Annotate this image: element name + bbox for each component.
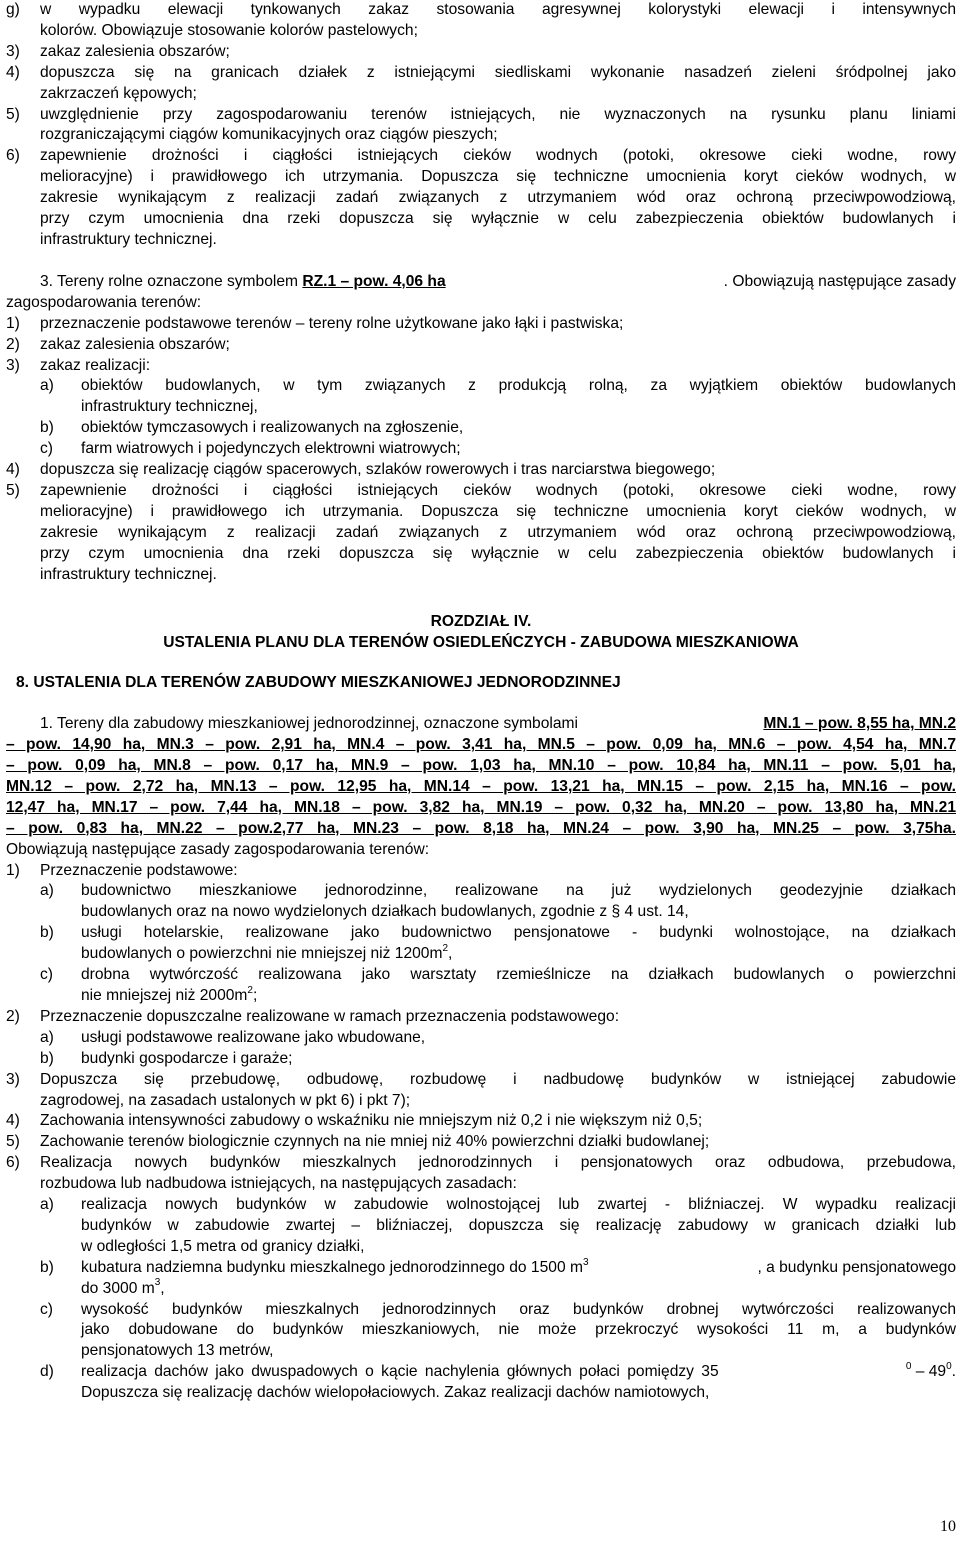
list-item [6, 861, 956, 882]
sub-list-item [6, 881, 956, 923]
item-text-line: zakaz zalesienia obszarów; [40, 42, 230, 60]
sub-item-label: b) [40, 1049, 54, 1067]
item-text-line: dopuszcza się realizację ciągów spacerowych, szlaków rowerowych i tras narciarstwa biegowego; [40, 461, 716, 479]
list-item [6, 1132, 956, 1153]
sub-item-label: a) [40, 1196, 54, 1214]
section-3-symbol: RZ.1 – pow. 4,06 ha [302, 272, 446, 290]
sub-list-item [6, 1049, 956, 1070]
item-text-line [81, 986, 956, 1007]
list-item [6, 1007, 956, 1028]
list-item [6, 1111, 956, 1132]
item-text-line: Przeznaczenie dopuszczalne realizowane w ramach przeznaczenia podstawowego: [40, 1007, 620, 1025]
section-3-intro-suffix: . Obowiązują następujące zasady [723, 272, 956, 290]
item-label: g) [6, 1, 20, 18]
item-text-line: usługi podstawowe realizowane jako wbudowane, [81, 1028, 426, 1046]
item-number: 1) [6, 861, 20, 879]
list-item-g [6, 0, 956, 21]
item-text-line: w wypadku elewacji tynkowanych zakaz stosowania agresywnej kolorystyki elewacji i intensywnych [40, 1, 956, 18]
item-text-line: zakrzaczeń kępowych; [40, 84, 197, 102]
list-item [6, 42, 956, 63]
item-text-line: obiektów tymczasowych i realizowanych na zgłoszenie, [81, 419, 464, 437]
chapter-subtitle: USTALENIA PLANU DLA TERENÓW OSIEDLEŃCZYCH - ZABUDOWA MIESZKANIOWA [163, 634, 799, 652]
text-fragment: budowlanych o powierzchni nie mniejszej niż 1200m [81, 945, 443, 963]
item-text-line: Przeznaczenie podstawowe: [40, 861, 238, 879]
sub-list-item [6, 1195, 956, 1258]
item-text-line: wysokość budynków mieszkalnych jednorodzinnych oraz budynków drobnej wytwórczości realizowanych [81, 1300, 956, 1318]
symbols-line: – pow. 0,83 ha, MN.22 – pow.2,77 ha, MN.23 – pow. 8,18 ha, MN.24 – pow. 3,90 ha, MN.25 – pow. 3,75ha. [6, 819, 956, 837]
item-text-line: w odległości 1,5 metra od granicy działki, [81, 1237, 365, 1255]
item-text-line: jako dobudowane do budynków mieszkaniowych, nie może przekroczyć wysokości 11 m, a budynków [81, 1321, 956, 1339]
item-text-line: zakaz zalesienia obszarów; [40, 335, 230, 353]
superscript: 0 [946, 1361, 952, 1373]
item-text-line: Realizacja nowych budynków mieszkalnych jednorodzinnych i pensjonatowych oraz odbudowa, przebudowa, [40, 1154, 956, 1172]
item-text-line: obiektów budowlanych, w tym związanych z produkcją rolną, za wyjątkiem obiektów budowlanych [81, 377, 956, 395]
sub-list-item [6, 1258, 956, 1300]
item-text-line: infrastruktury technicznej, [81, 398, 258, 416]
section-3-intro-line2: zagospodarowania terenów: [6, 293, 202, 311]
item-text-line [81, 1362, 956, 1383]
item-text-line: kolorów. Obowiązuje stosowanie kolorów pastelowych; [40, 21, 418, 39]
list-item [6, 105, 956, 147]
text-fragment: kubatura nadziemna budynku mieszkalnego jednorodzinnego do 1500 m [81, 1258, 583, 1276]
superscript: 3 [582, 1256, 589, 1268]
sub-item-label: d) [40, 1363, 54, 1381]
item-text-line: zakaz realizacji: [40, 356, 151, 374]
item-text-line: rozgraniczającymi ciągów komunikacyjnych oraz ciągów pieszych; [40, 126, 498, 144]
item-text-line: rozbudowa lub nadbudowa istniejących, na następujących zasadach: [40, 1175, 517, 1193]
item-text-line: przeznaczenie podstawowe terenów – tereny rolne użytkowane jako łąki i pastwiska; [40, 314, 624, 332]
sub-item-label: c) [40, 966, 53, 984]
item-text-line [81, 1258, 956, 1279]
item-number: 4) [6, 461, 20, 479]
item-number: 6) [6, 147, 20, 165]
item-text-line: Zachowanie terenów biologicznie czynnych na nie mniej niż 40% powierzchni działki budowlanej; [40, 1133, 710, 1151]
item-text-line: zapewnienie drożności i ciągłości istniejących cieków wodnych (potoki, okresowe cieki wodne, rowy [40, 147, 956, 165]
rules-intro: Obowiązują następujące zasady zagospodarowania terenów: [6, 840, 430, 858]
item-text-line: budownictwo mieszkaniowe jednorodzinne, realizowane na już wydzielonych geodezyjnie działkach [81, 882, 956, 900]
section-3-intro [6, 272, 956, 293]
item-text-line: Zachowania intensywności zabudowy o wskaźniku nie mniejszym niż 0,2 i nie większym niż 0,5; [40, 1112, 703, 1130]
item-text-line: dopuszcza się na granicach działek z istniejącymi siedliskami wykonanie nasadzeń zieleni śródpolnej jako [40, 63, 956, 81]
item-text-line: melioracyjne) i prawidłowego ich utrzymania. Dopuszcza się techniczne umocnienia koryt cieków wodnych, w [40, 502, 956, 520]
text-fragment: do 3000 m [81, 1279, 155, 1297]
item-text-line: realizacja nowych budynków w zabudowie wolnostojącej lub zwartej - bliźniaczej. W wypadku realizacji [81, 1196, 956, 1214]
list-item [6, 1153, 956, 1195]
section-8-intro [6, 714, 956, 735]
item-text-line: zapewnienie drożności i ciągłości istniejących cieków wodnych (potoki, okresowe cieki wodne, rowy [40, 481, 956, 499]
item-number: 5) [6, 1133, 20, 1151]
sub-item-label: a) [40, 377, 54, 395]
list-item [6, 314, 956, 335]
item-text-line: zakresie wynikającym z realizacji zadań związanych z utrzymaniem wód oraz ochroną przeciwpowodziową, [40, 189, 956, 207]
sub-list-item [6, 965, 956, 1007]
chapter-title: ROZDZIAŁ IV. [430, 613, 532, 631]
section-3-intro-text: 3. Tereny rolne oznaczone symbolem [40, 272, 299, 290]
sub-list-item [6, 418, 956, 439]
item-text-line: farm wiatrowych i pojedynczych elektrowni wiatrowych; [81, 440, 461, 458]
item-text-line [81, 944, 956, 965]
sub-item-label: c) [40, 440, 53, 458]
item-text-line: Dopuszcza się przebudowę, odbudowę, rozbudowę i nadbudowę budynków w istniejącej zabudowie [40, 1070, 956, 1088]
symbols-line: – pow. 0,09 ha, MN.8 – pow. 0,17 ha, MN.9 – pow. 1,03 ha, MN.10 – pow. 10,84 ha, MN.11 – pow. 5,01 ha, [6, 757, 956, 774]
item-text-line: Dopuszcza się realizację dachów wielopołaciowych. Zakaz realizacji dachów namiotowych, [81, 1384, 710, 1402]
text-fragment: , [448, 945, 453, 963]
text-fragment: . [951, 1363, 956, 1381]
item-number: 1) [6, 314, 20, 332]
list-item [6, 1070, 956, 1112]
item-text-line: pensjonatowych 13 metrów, [81, 1342, 274, 1360]
sub-list-item [6, 923, 956, 965]
list-item [6, 356, 956, 377]
sub-item-label: b) [40, 1258, 54, 1276]
item-number: 5) [6, 105, 20, 123]
sub-list-item [6, 1028, 956, 1049]
sub-item-label: a) [40, 882, 54, 900]
sub-list-item [6, 1300, 956, 1363]
item-number: 3) [6, 356, 20, 374]
superscript: 2 [442, 942, 449, 954]
item-number: 5) [6, 481, 20, 499]
text-fragment: , [160, 1279, 165, 1297]
list-item [6, 335, 956, 356]
sub-item-label: c) [40, 1300, 53, 1318]
superscript: 3 [154, 1277, 161, 1289]
item-text-line: przy czym umocnienia dna rzeki dopuszcza się wyłącznie w celu zabezpieczenia obiektów budowlanych i [40, 210, 956, 228]
symbols-line: MN.1 – pow. 8,55 ha, MN.2 [763, 715, 956, 733]
list-item [6, 146, 956, 251]
item-text-line: budynków w zabudowie zwartej – bliźniaczej, dopuszcza się realizację zabudowy w granicach działki lub [81, 1216, 956, 1234]
text-fragment: ; [252, 986, 258, 1004]
item-number: 3) [6, 42, 20, 60]
item-text-line: infrastruktury technicznej. [40, 565, 217, 583]
sub-item-label: b) [40, 924, 54, 942]
item-text-line: budowlanych oraz na nowo wydzielonych działkach budowlanych, zgodnie z § 4 ust. 14, [81, 903, 689, 921]
item-text-line: drobna wytwórczość realizowana jako warsztaty rzemieślnicze na działkach budowlanych o powierzchni [81, 966, 956, 984]
item-text-line: budynki gospodarcze i garaże; [81, 1049, 293, 1067]
symbols-line: 12,47 ha, MN.17 – pow. 7,44 ha, MN.18 – pow. 3,82 ha, MN.19 – pow. 0,32 ha, MN.20 – pow. 13,80 ha, MN.21 [6, 798, 956, 816]
item-text-line: zakresie wynikającym z realizacji zadań związanych z utrzymaniem wód oraz ochroną przeciwpowodziową, [40, 523, 956, 541]
list-item [6, 63, 956, 105]
symbols-line: – pow. 14,90 ha, MN.3 – pow. 2,91 ha, MN.4 – pow. 3,41 ha, MN.5 – pow. 0,09 ha, MN.6 – pow. 4,54 ha, MN.7 [6, 736, 956, 754]
list-item [6, 460, 956, 481]
sub-list-item [6, 439, 956, 460]
item-number: 4) [6, 63, 20, 81]
sub-item-label: b) [40, 419, 54, 437]
section-8-intro-text: 1. Tereny dla zabudowy mieszkaniowej jednorodzinnej, oznaczone symbolami [40, 715, 578, 733]
section-8-heading: 8. USTALENIA DLA TERENÓW ZABUDOWY MIESZKANIOWEJ JEDNORODZINNEJ [16, 674, 621, 692]
item-text-line: zagrodowej, na zasadach ustalonych w pkt 6) i pkt 7); [40, 1091, 411, 1109]
item-number: 2) [6, 335, 20, 353]
text-fragment: nie mniejszej niż 2000m [81, 986, 248, 1004]
text-fragment: , a budynku pensjonatowego [757, 1258, 956, 1276]
list-item [6, 481, 956, 586]
document-page [6, 0, 956, 1404]
text-fragment: realizacja dachów jako dwuspadowych o kącie nachylenia głównych połaci pomiędzy 35 [81, 1363, 719, 1381]
sub-list-item [6, 376, 956, 418]
item-number: 3) [6, 1070, 20, 1088]
symbols-line: MN.12 – pow. 2,72 ha, MN.13 – pow. 12,95 ha, MN.14 – pow. 13,21 ha, MN.15 – pow. 2,15 ha, MN.16 – pow. [6, 777, 956, 795]
item-number: 4) [6, 1112, 20, 1130]
sub-list-item [6, 1362, 956, 1404]
item-text-line: melioracyjne) i prawidłowego ich utrzymania. Dopuszcza się techniczne umocnienia koryt cieków wodnych, w [40, 168, 956, 186]
item-number: 6) [6, 1154, 20, 1172]
superscript: 0 [905, 1361, 912, 1373]
item-text-line: infrastruktury technicznej. [40, 230, 217, 248]
text-fragment: – 49 [911, 1363, 947, 1381]
item-text-line [81, 1279, 956, 1300]
page-number: 10 [940, 1518, 956, 1535]
sub-item-label: a) [40, 1028, 54, 1046]
item-text-line: uwzględnienie przy zagospodarowaniu terenów istniejących, nie wyznaczonych na rysunku planu liniami [40, 105, 956, 123]
item-number: 2) [6, 1007, 20, 1025]
item-text-line: przy czym umocnienia dna rzeki dopuszcza się wyłącznie w celu zabezpieczenia obiektów budowlanych i [40, 544, 956, 562]
superscript: 2 [247, 984, 253, 996]
item-text-line: usługi hotelarskie, realizowane jako budownictwo pensjonatowe - budynki wolnostojące, na działkach [81, 924, 956, 942]
